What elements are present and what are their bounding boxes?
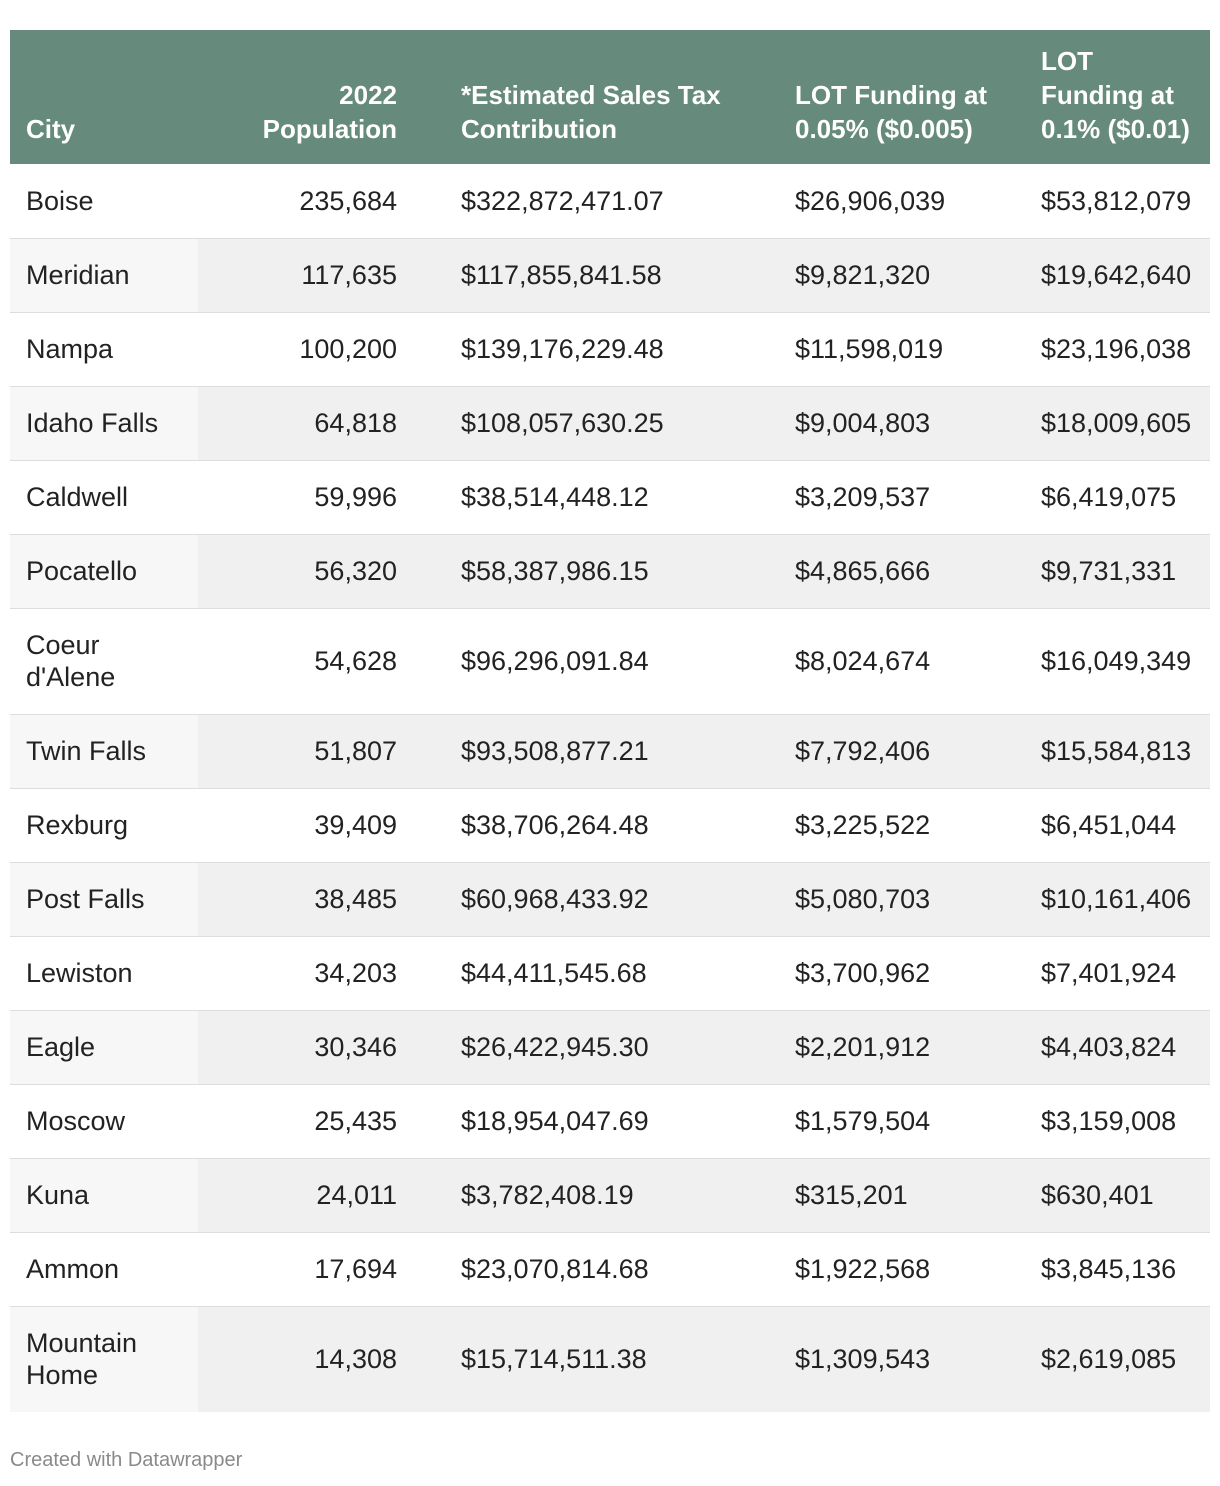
cell-city: Kuna bbox=[10, 1158, 198, 1232]
cell-lot-005: $1,922,568 bbox=[795, 1254, 931, 1284]
cell-lot-01: $16,049,349 bbox=[1041, 646, 1192, 676]
cell-city: Lewiston bbox=[26, 958, 133, 988]
cell-lot-01: $3,159,008 bbox=[1041, 1106, 1177, 1136]
cell-sales-tax: $15,714,511.38 bbox=[409, 1306, 767, 1412]
cell-sales-tax: $108,057,630.25 bbox=[409, 386, 767, 460]
table-row bbox=[10, 862, 1210, 936]
cell-city: Caldwell bbox=[26, 482, 129, 512]
cell-sales-tax: $96,296,091.84 bbox=[461, 646, 649, 676]
table-row bbox=[10, 386, 1210, 460]
cell-sales-tax: $23,070,814.68 bbox=[461, 1254, 649, 1284]
cell-lot-01: $3,845,136 bbox=[1041, 1254, 1177, 1284]
cell-lot-005: $1,579,504 bbox=[795, 1106, 931, 1136]
cell-lot-005: $7,792,406 bbox=[767, 714, 1013, 788]
cell-population: 24,011 bbox=[198, 1158, 409, 1232]
cell-lot-005: $11,598,019 bbox=[795, 334, 944, 364]
cell-population: 117,635 bbox=[198, 238, 409, 312]
data-table-container bbox=[10, 30, 1210, 1412]
cell-lot-01: $23,196,038 bbox=[1041, 334, 1192, 364]
table-body bbox=[10, 164, 1210, 1412]
cell-population: 100,200 bbox=[299, 334, 397, 364]
cell-sales-tax: $322,872,471.07 bbox=[461, 185, 664, 216]
cell-city: Eagle bbox=[10, 1010, 198, 1084]
cell-lot-01: $6,451,044 bbox=[1041, 810, 1177, 840]
cell-lot-005: $4,865,666 bbox=[767, 534, 1013, 608]
cell-population: 51,807 bbox=[198, 714, 409, 788]
cell-lot-01: $18,009,605 bbox=[1013, 386, 1210, 460]
cell-lot-01: $53,812,079 bbox=[1041, 185, 1192, 216]
cell-population: 25,435 bbox=[314, 1106, 397, 1136]
table-row bbox=[10, 788, 1210, 862]
header-population[interactable]: 2022 Population bbox=[262, 80, 397, 144]
cell-city: Twin Falls bbox=[10, 714, 198, 788]
cell-sales-tax: $3,782,408.19 bbox=[409, 1158, 767, 1232]
cell-lot-005: $9,821,320 bbox=[767, 238, 1013, 312]
cell-sales-tax: $18,954,047.69 bbox=[461, 1106, 649, 1136]
cell-sales-tax: $58,387,986.15 bbox=[409, 534, 767, 608]
cell-lot-005: $5,080,703 bbox=[767, 862, 1013, 936]
cell-lot-01: $15,584,813 bbox=[1013, 714, 1210, 788]
header-sales-tax[interactable]: *Estimated Sales Tax Contribution bbox=[461, 80, 721, 144]
cell-lot-01: $7,401,924 bbox=[1041, 958, 1177, 988]
table-row bbox=[10, 164, 1210, 238]
cell-city: Rexburg bbox=[26, 810, 129, 840]
table-row bbox=[10, 608, 1210, 714]
cell-population: 54,628 bbox=[314, 646, 397, 676]
cell-lot-005: $3,225,522 bbox=[795, 810, 931, 840]
cell-sales-tax: $44,411,545.68 bbox=[461, 958, 647, 988]
cell-sales-tax: $117,855,841.58 bbox=[409, 238, 767, 312]
cell-population: 64,818 bbox=[198, 386, 409, 460]
cell-city: Mountain Home bbox=[10, 1306, 198, 1412]
table-row bbox=[10, 936, 1210, 1010]
cell-lot-01: $19,642,640 bbox=[1013, 238, 1210, 312]
cell-city: Meridian bbox=[10, 238, 198, 312]
cell-lot-005: $9,004,803 bbox=[767, 386, 1013, 460]
cell-lot-005: $1,309,543 bbox=[767, 1306, 1013, 1412]
cell-lot-01: $630,401 bbox=[1013, 1158, 1210, 1232]
table-row bbox=[10, 1084, 1210, 1158]
cell-sales-tax: $60,968,433.92 bbox=[409, 862, 767, 936]
cell-lot-01: $6,419,075 bbox=[1041, 482, 1177, 512]
cell-lot-005: $2,201,912 bbox=[767, 1010, 1013, 1084]
cell-sales-tax: $139,176,229.48 bbox=[461, 334, 664, 364]
cell-population: 30,346 bbox=[198, 1010, 409, 1084]
cell-population: 14,308 bbox=[198, 1306, 409, 1412]
cell-population: 34,203 bbox=[314, 958, 397, 988]
cell-city: Post Falls bbox=[10, 862, 198, 936]
table-row bbox=[10, 312, 1210, 386]
cell-city: Boise bbox=[26, 185, 94, 216]
cell-city: Ammon bbox=[26, 1254, 120, 1284]
table-row bbox=[10, 534, 1210, 608]
cell-population: 17,694 bbox=[314, 1254, 397, 1284]
cell-sales-tax: $38,706,264.48 bbox=[461, 810, 649, 840]
table-row bbox=[10, 238, 1210, 312]
cell-lot-005: $3,209,537 bbox=[795, 482, 931, 512]
cell-lot-005: $315,201 bbox=[767, 1158, 1013, 1232]
cell-city: Pocatello bbox=[10, 534, 198, 608]
table-header-row bbox=[10, 30, 1210, 164]
datawrapper-credit: Created with Datawrapper bbox=[10, 1449, 243, 1471]
table-row bbox=[10, 1158, 1210, 1232]
cell-population: 59,996 bbox=[314, 482, 397, 512]
lot-funding-table bbox=[10, 30, 1210, 1412]
cell-sales-tax: $93,508,877.21 bbox=[409, 714, 767, 788]
header-lot-01[interactable]: LOT Funding at 0.1% ($0.01) bbox=[1041, 46, 1190, 144]
cell-lot-01: $2,619,085 bbox=[1013, 1306, 1210, 1412]
cell-lot-01: $10,161,406 bbox=[1013, 862, 1210, 936]
cell-lot-005: $3,700,962 bbox=[795, 958, 931, 988]
table-row bbox=[10, 1232, 1210, 1306]
cell-city: Coeur d'Alene bbox=[26, 630, 116, 692]
cell-lot-005: $8,024,674 bbox=[795, 646, 931, 676]
table-row bbox=[10, 1010, 1210, 1084]
cell-city: Idaho Falls bbox=[10, 386, 198, 460]
cell-sales-tax: $26,422,945.30 bbox=[409, 1010, 767, 1084]
cell-population: 39,409 bbox=[314, 810, 397, 840]
cell-sales-tax: $38,514,448.12 bbox=[461, 482, 649, 512]
table-row bbox=[10, 714, 1210, 788]
table-row bbox=[10, 1306, 1210, 1412]
header-city[interactable]: City bbox=[26, 114, 76, 144]
cell-lot-01: $9,731,331 bbox=[1013, 534, 1210, 608]
table-row bbox=[10, 460, 1210, 534]
cell-population: 56,320 bbox=[198, 534, 409, 608]
cell-population: 235,684 bbox=[299, 185, 397, 216]
cell-lot-01: $4,403,824 bbox=[1013, 1010, 1210, 1084]
cell-lot-005: $26,906,039 bbox=[795, 185, 946, 216]
cell-population: 38,485 bbox=[198, 862, 409, 936]
cell-city: Nampa bbox=[26, 334, 114, 364]
cell-city: Moscow bbox=[26, 1106, 126, 1136]
header-lot-005[interactable]: LOT Funding at 0.05% ($0.005) bbox=[795, 80, 988, 144]
